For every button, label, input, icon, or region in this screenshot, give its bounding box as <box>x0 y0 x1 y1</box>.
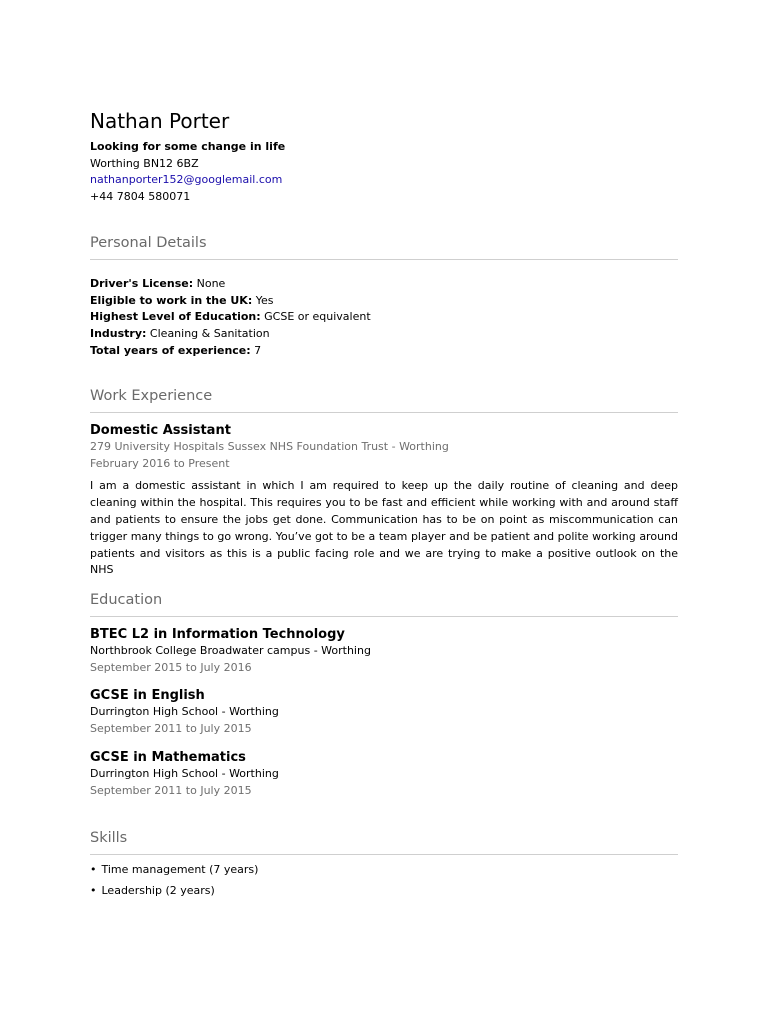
detail-label: Industry: <box>90 327 147 341</box>
education-item <box>90 750 678 799</box>
detail-value: GCSE or equivalent <box>260 310 371 324</box>
detail-row <box>90 326 678 343</box>
detail-value: 7 <box>250 343 262 357</box>
education-dates: September 2015 to July 2016 <box>90 660 252 674</box>
detail-label: Driver's License: <box>90 277 194 290</box>
education-dates: September 2011 to July 2015 <box>90 783 252 797</box>
school-name: Northbrook College Broadwater campus - Worthing <box>90 644 371 657</box>
email-link[interactable]: nathanporter152@googlemail.com <box>90 173 283 187</box>
location: Worthing BN12 6BZ <box>90 156 199 170</box>
skill-item: • Leadership (2 years) <box>90 881 678 902</box>
detail-label: Eligible to work in the UK: <box>90 293 253 307</box>
detail-label: Highest Level of Education: <box>90 310 261 324</box>
skills-list <box>90 860 678 901</box>
education-item <box>90 627 678 676</box>
section-title-education: Education <box>90 591 678 617</box>
phone-number: +44 7804 580071 <box>90 190 191 204</box>
detail-value: None <box>193 277 226 290</box>
job-description: I am a domestic assistant in which I am required to keep up the daily routine of cleaning and deep cleaning within the hospital. This requires you to be fast and efficient while working with and around staff and patients to ensure the jobs get done. Communication has to be on point as miscommunication can trigger many things to go wrong. You’ve got to be a team player and be patient and polite working around patients and visitors as this is a public facing role and we are trying to make a positive outlook on the NHS <box>90 479 678 577</box>
detail-row <box>90 293 678 310</box>
detail-value: Cleaning & Sanitation <box>146 327 270 341</box>
school-name: Durrington High School - Worthing <box>90 705 279 719</box>
work-experience-list <box>90 423 678 579</box>
job-title: Domestic Assistant <box>90 423 231 438</box>
detail-row <box>90 309 678 326</box>
headline: Looking for some change in life <box>90 140 286 153</box>
qualification-title: BTEC L2 in Information Technology <box>90 627 345 642</box>
detail-row <box>90 343 678 360</box>
section-title-personal-details: Personal Details <box>90 234 678 260</box>
personal-details-list <box>90 276 678 360</box>
detail-value: Yes <box>252 293 274 307</box>
detail-label: Total years of experience: <box>90 343 251 357</box>
school-name: Durrington High School - Worthing <box>90 766 279 780</box>
section-title-work-experience: Work Experience <box>90 387 678 413</box>
section-title-skills: Skills <box>90 829 678 855</box>
contact-block <box>90 139 678 206</box>
education-dates: September 2011 to July 2015 <box>90 722 252 736</box>
education-list <box>90 627 678 811</box>
qualification-title: GCSE in English <box>90 688 205 704</box>
qualification-title: GCSE in Mathematics <box>90 749 246 765</box>
detail-row <box>90 276 678 293</box>
skill-item: • Time management (7 years) <box>90 860 678 881</box>
education-item <box>90 688 678 737</box>
job-dates: February 2016 to Present <box>90 456 230 470</box>
candidate-name: Nathan Porter <box>90 109 230 133</box>
employer: 279 University Hospitals Sussex NHS Foundation Trust - Worthing <box>90 440 449 453</box>
